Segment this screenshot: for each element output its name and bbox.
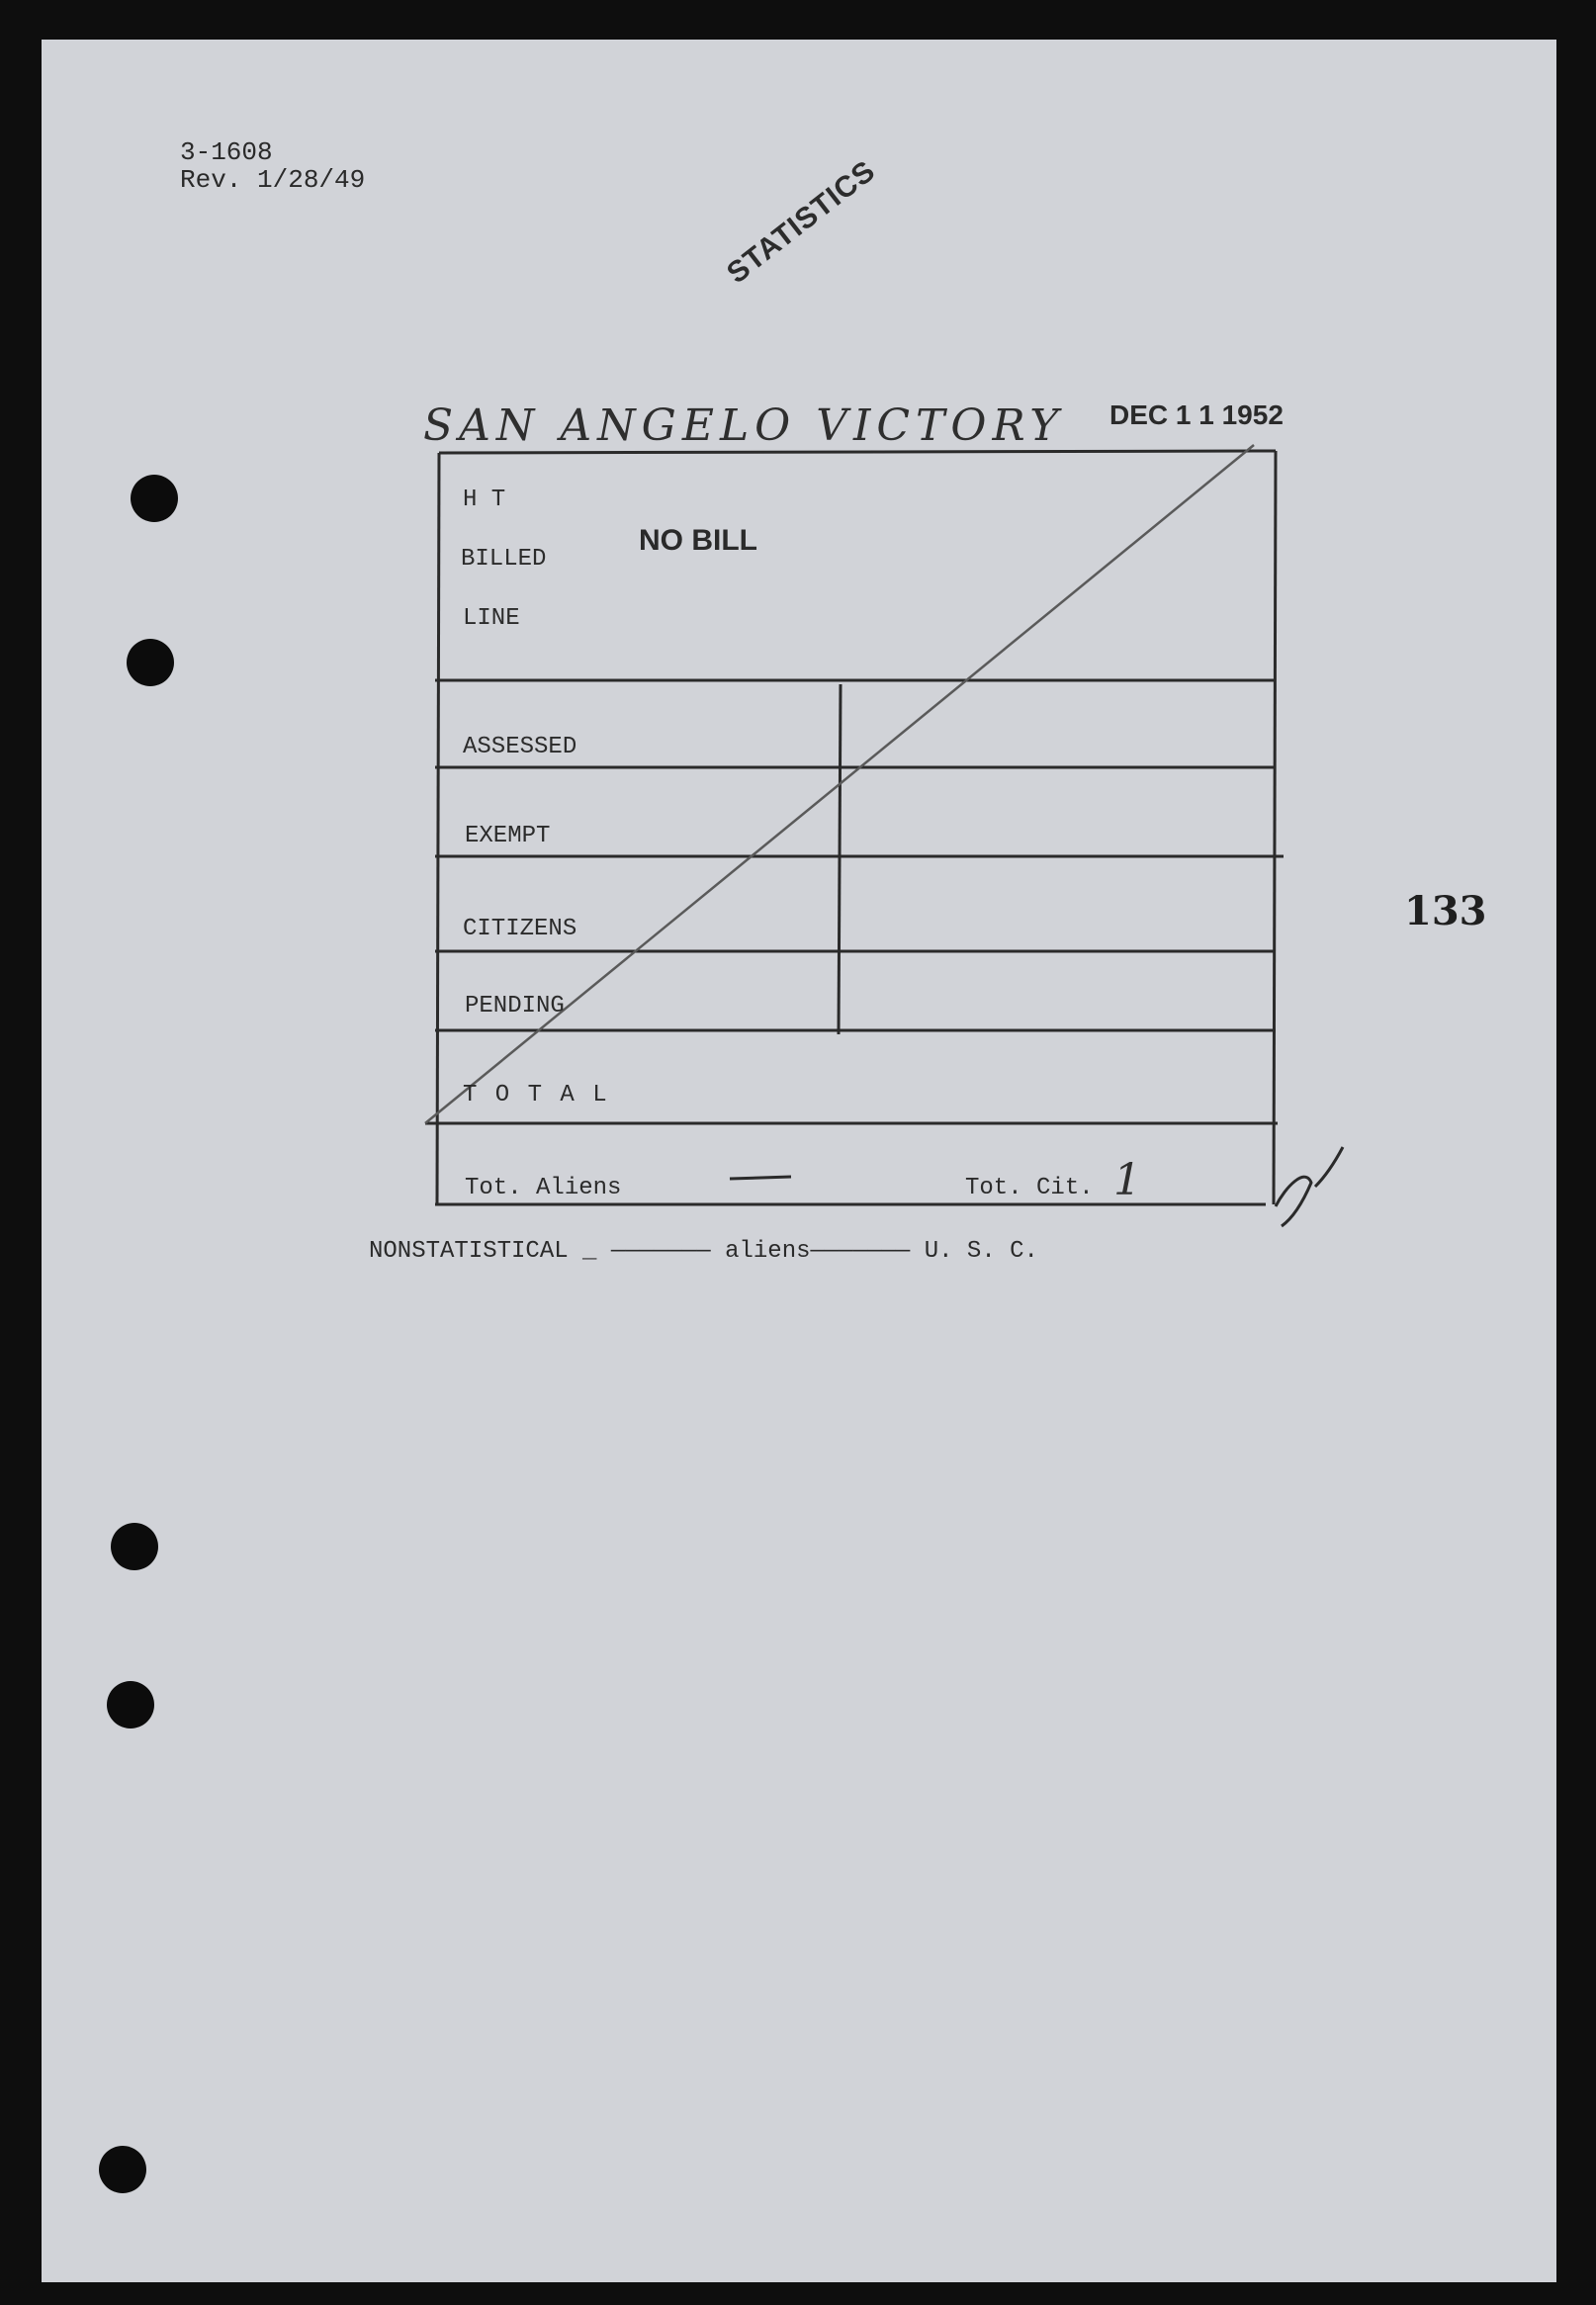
nonstatistical-line: NONSTATISTICAL _ ——————— aliens——————— U. S. C.: [369, 1238, 1038, 1265]
nonstatistical-usc: U. S. C.: [924, 1238, 1038, 1265]
page-number: 133: [1404, 888, 1487, 934]
no-bill-stamp: NO BILL: [639, 524, 757, 557]
ship-name: SAN ANGELO VICTORY: [423, 400, 1065, 451]
form-number: 3-1608: [180, 137, 273, 167]
label-line: LINE: [463, 605, 520, 632]
nonstatistical-label: NONSTATISTICAL: [369, 1238, 569, 1265]
tot-aliens-label: Tot. Aliens: [465, 1175, 622, 1201]
nonstatistical-aliens: aliens: [725, 1238, 811, 1265]
row-exempt-label: EXEMPT: [465, 823, 551, 849]
form-revision: Rev. 1/28/49: [180, 165, 366, 195]
row-pending-label: PENDING: [465, 993, 565, 1020]
label-billed: BILLED: [461, 546, 547, 573]
statistics-stamp: STATISTICS: [721, 154, 882, 291]
total-label: T O T A L: [463, 1082, 609, 1108]
date-stamp: DEC 1 1 1952: [1109, 399, 1284, 430]
tot-cit-value: 1: [1113, 1155, 1141, 1205]
tot-cit-label: Tot. Cit.: [965, 1175, 1094, 1201]
row-assessed-label: ASSESSED: [463, 734, 577, 760]
label-ht: H T: [463, 487, 506, 513]
row-citizens-label: CITIZENS: [463, 916, 577, 942]
